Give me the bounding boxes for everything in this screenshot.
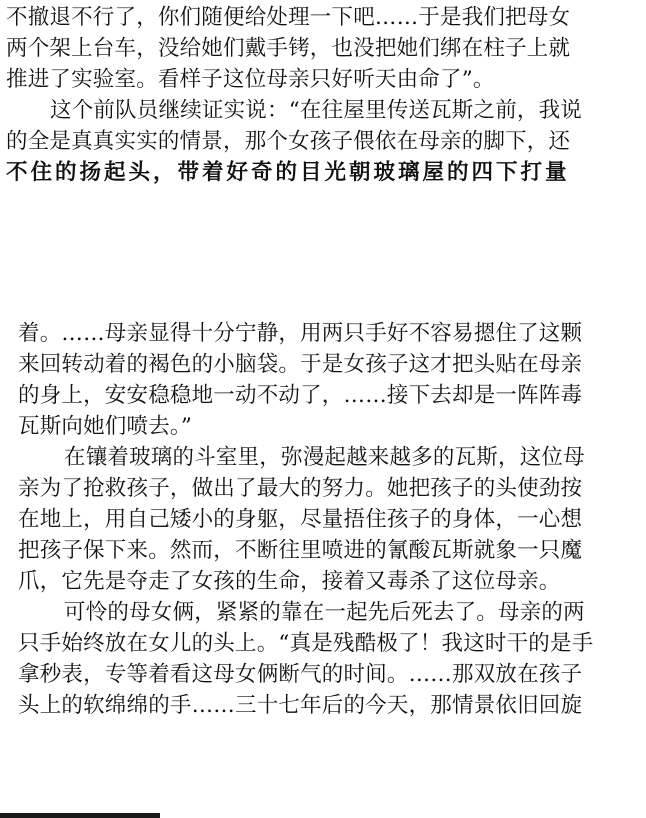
text-line: 在地上，用自己矮小的身躯，尽量捂住孩子的身体，一心想 [18,507,583,532]
page-edge-mark [0,813,160,818]
text-line: 来回转动着的褐色的小脑袋。于是女孩子这才把头贴在母亲 [18,352,583,377]
paragraph-start-line: 这个前队员继续证实说：“在往屋里传送瓦斯之前，我说 [50,98,582,123]
text-line: 头上的软绵绵的手……三十七年后的今天，那情景依旧回旋 [18,693,583,718]
text-block-lower [0,318,646,721]
text-block-upper [0,2,646,188]
text-line: 只手始终放在女儿的头上。“真是残酷极了！我这时干的是手 [18,631,594,656]
text-line: 不撤退不行了，你们随便给处理一下吧……于是我们把母女 [6,5,571,30]
text-line-bold: 不住的扬起头，带着好奇的目光朝玻璃屋的四下打量 [6,160,570,185]
text-line: 亲为了抢救孩子，做出了最大的努力。她把孩子的头使劲按 [18,476,583,501]
text-line: 的全是真真实实的情景，那个女孩子偎依在母亲的脚下，还 [6,129,571,154]
paragraph-start-line: 可怜的母女俩，紧紧的靠在一起先后死去了。母亲的两 [64,600,585,625]
text-line: 的身上，安安稳稳地一动不动了，……接下去却是一阵阵毒 [18,383,583,408]
text-line: 两个架上台车，没给她们戴手铐，也没把她们绑在柱子上就 [6,36,571,61]
text-line: 推进了实验室。看样子这位母亲只好听天由命了”。 [6,67,495,92]
paragraph-start-line: 在镶着玻璃的斗室里，弥漫起越来越多的瓦斯，这位母 [64,445,585,470]
text-line: 把孩子保下来。然而，不断往里喷进的氰酸瓦斯就象一只魔 [18,538,583,563]
text-line: 着。……母亲显得十分宁静，用两只手好不容易摁住了这颗 [18,321,583,346]
text-line: 瓦斯向她们喷去。” [18,414,193,439]
text-line: 爪，它先是夺走了女孩的生命，接着又毒杀了这位母亲。 [18,569,561,594]
text-line: 拿秒表，专等着看这母女俩断气的时间。……那双放在孩子 [18,662,583,687]
